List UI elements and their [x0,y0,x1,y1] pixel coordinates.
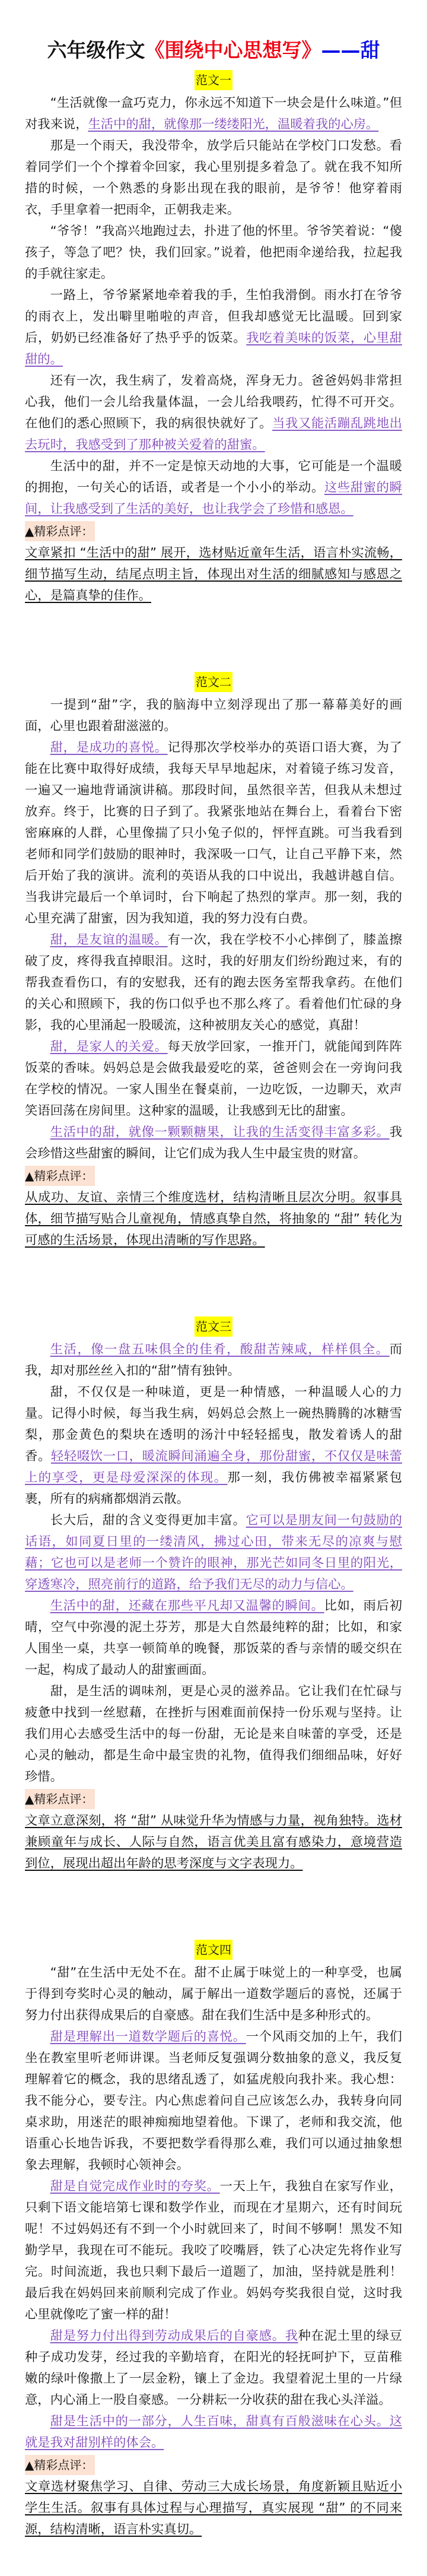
highlighted-sentence: 轻轻啜饮一口，暖流瞬间涌遍全身，那份甜蜜，不仅仅是味蕾上的享受，更是母爱深深的体现。 [25,1449,402,1485]
essay-section [25,70,402,607]
text-segment: 甜，是生活的调味剂，更是心灵的滋养品。它让我们在忙碌与疲惫中找到一丝慰藉，在挫折与困难面前保持一份乐观与坚持。让我们用心去感受生活中的每一份甜，无论是来自味蕾的享受，还是心灵的触动，都是生命中最宝贵的礼物，值得我们细细品味，好好珍惜。 [25,1684,402,1784]
text-segment: 还有一次，我生病了，发着高烧，浑身无力。爸爸妈妈非常担心我，他们一会儿给我量体温，一会儿给我喂药，忙得不可开交。在他们的悉心照顾下，我的病很快就好了。 [25,373,402,431]
text-segment: 种在泥土里的绿豆种子成功发芽，经过我的辛勤培育，在阳光的轻抚呵护下，豆苗稚嫩的绿叶像撒上了一层金粉，镶上了金边。我望着泥土里的一片绿意，内心涌上一股自豪感。一分耕耘一分收获的甜在我心头洋溢。 [25,2328,402,2407]
review-label: ▲精彩点评： [25,521,95,541]
text-segment: 长大后，甜的含义变得更加丰富。 [50,1513,246,1528]
essay-paragraph [25,694,402,737]
highlighted-sentence: 甜，是友谊的温暖。 [50,932,168,947]
essay-paragraph [25,370,402,456]
essay-label: 范文四 [195,1940,232,1960]
title-theme: 《围绕中心思想写》 [145,39,321,62]
highlighted-sentence: 生活，像一盘五味俱全的佳肴，酸甜苦辣咸，样样俱全。 [50,1342,390,1357]
text-segment: 甜，不仅仅是一种味道，更是一种情感，一种温暖人心的力量。记得小时候，每当我生病，妈妈总会熬上一碗热腾腾的冰糖雪梨，那金黄色的梨块在透明的汤汁中轻轻摇曳，散发着诱人的甜香。 [25,1385,402,1464]
review-text: 文章立意深刻，将 “甜” 从味觉升华为情感与力量，视角独特。选材兼顾童年与成长、人际与自然，语言优美且富有感染力，意境营造到位，展现出超出年龄的思考深度与文字表现力。 [25,1813,402,1871]
text-segment: 记得那次学校举办的英语口语大赛，为了能在比赛中取得好成绩，我每天早早地起床，对着镜子练习发音，一遍又一遍地背诵演讲稿。那段时间，虽然很辛苦，但我从未想过放弃。终于，比赛的日子到了。我紧张地站在舞台上，看着台下密密麻麻的人群，心里像揣了只小兔子似的，怦怦直跳。可当我看到老师和同学们鼓励的眼神时，我深吸一口气，让自己平静下来，然后开始了我的演讲。流利的英语从我的口中说出，我越讲越自信。当我讲完最后一个单词时，台下响起了热烈的掌声。那一刻，我的心里充满了甜蜜，因为我知道，我的努力没有白费。 [25,740,402,926]
highlighted-sentence: 甜，是家人的关爱。 [50,1039,168,1054]
essay-paragraph [25,737,402,929]
essay-section [25,672,402,1251]
page-title [25,36,402,65]
highlighted-sentence: 甜是生活中的一部分，人生百味，甜真有百般滋味在心头。这就是我对甜别样的体会。 [25,2414,402,2450]
essay-paragraph [25,929,402,1036]
essay-paragraph [25,1122,402,1165]
highlighted-sentence: 甜，是成功的喜悦。 [50,740,168,755]
essay-paragraph [25,2176,402,2326]
review-label: ▲精彩点评： [25,1166,95,1186]
essay-label-row [25,1316,402,1337]
highlighted-sentence: 生活中的甜，就像那一缕缕阳光，温暖着我的心房。 [88,117,379,132]
essay-paragraph [25,456,402,520]
review-text: 从成功、友谊、亲情三个维度选材，结构清晰且层次分明。叙事具体，细节描写贴合儿童视角，情感真挚自然，将抽象的 “甜” 转化为可感的生活场景，体现出清晰的写作思路。 [25,1190,402,1248]
essay-label: 范文三 [195,1316,232,1337]
text-segment: 有一次，我在学校不小心摔倒了，膝盖擦破了皮，疼得我直掉眼泪。这时，我的好朋友们纷纷跑过来，有的帮我查看伤口，有的安慰我，还有的跑去医务室帮我拿药。在他们的关心和照顾下，我的伤口似乎也不那么疼了。看着他们忙碌的身影，我的心里涌起一股暖流，这种被朋友关心的感觉，真甜！ [25,932,402,1033]
text-segment: 一天上午，我独自在家写作业，只剩下语文能培第七课和数学作业，而现在才星期六，还有时间玩呢！不过妈妈还有不到一个小时就回来了，时间不够啊！黑发不知勤学早，我现在可不能玩。我咬了咬嘴唇，铁了心决定先将作业写完。时间流逝，我也只剩下最后一道题了，加油，坚持就是胜利！最后我在妈妈回来前顺利完成了作业。妈妈夸奖我很自觉，这时我心里就像吃了蜜一样的甜！ [25,2179,402,2322]
essay-label-row [25,672,402,692]
highlighted-sentence: 我吃着美味的饭菜，心里甜甜的。 [25,331,402,367]
essay-section [25,1940,402,2540]
essay-list [25,70,402,2540]
essay-label: 范文二 [195,672,232,692]
essay-paragraph [25,1595,402,1681]
essay-label-row [25,70,402,90]
document-page [25,0,402,2576]
text-segment: 而我，却对那丝丝入扣的“甜”情有独钟。 [25,1342,402,1378]
highlighted-sentence: 生活中的甜，还藏在那些平凡却又温馨的瞬间。 [50,1598,324,1613]
essay-paragraph [25,1339,402,1382]
text-segment: 一个风雨交加的上午，我们坐在教室里听老师讲课。当老师反复强调分数抽象的意义，我反复理解着它的概念，我的思绪乱透了，如猛虎般向我扑来。我心想：我不能分心，要专注。内心焦虑着问自己应该怎么办，我转身向同桌求助，用迷茫的眼神痴痴地望着他。下课了，老师和我交流，他语重心长地告诉我，不要把数学看得那么难，我们可以通过抽象想象去理解，我顿时心领神会。 [25,2029,402,2172]
essay-paragraph [25,2411,402,2454]
review-label: ▲精彩点评： [25,1789,95,1809]
review-label: ▲精彩点评： [25,2455,95,2475]
highlighted-sentence: 甜是自觉完成作业时的夸奖。 [50,2179,220,2194]
highlighted-sentence: 甜是努力付出得到劳动成果后的自豪感。我 [50,2328,298,2343]
essay-paragraph [25,93,402,135]
text-segment: 我会珍惜这些甜蜜的瞬间，让它们成为我人生中最宝贵的财富。 [25,1125,402,1161]
essay-paragraph [25,2326,402,2411]
text-segment: “甜”在生活中无处不在。甜不止属于味觉上的一种享受，也属于得到夸奖时心灵的触动，属于解出一道数学题后的喜悦，还属于努力付出获得成果后的自豪感。甜在我们生活中是多种形式的。 [25,1965,402,2023]
text-segment: 比如，雨后初晴，空气中弥漫的泥土芬芳，那是大自然最纯粹的甜；比如，和家人围坐一桌，共享一顿简单的晚餐，那饭菜的香与亲情的暖交织在一起，构成了最动人的甜蜜画面。 [25,1598,402,1677]
title-topic: ——甜 [321,39,380,62]
text-segment: 那是一个雨天，我没带伞，放学后只能站在学校门口发愁。看着同学们一个个撑着伞回家，我心里别提多着急了。就在我不知所措的时候，一个熟悉的身影出现在我的眼前，是爷爷！他穿着雨衣，手里拿着一把雨伞，正朝我走来。 [25,138,402,217]
review-text: 文章选材聚焦学习、自律、劳动三大成长场景，角度新颖且贴近小学生生活。叙事有具体过程与心理描写，真实展现 “甜” 的不同来源，结构清晰，语言朴实真切。 [25,2479,402,2537]
text-segment: 一路上，爷爷紧紧地牵着我的手，生怕我滑倒。雨水打在爷爷的雨衣上，发出噼里啪啦的声音，但我却感觉无比温暖。回到家后，奶奶已经准备好了热乎乎的饭菜。 [25,288,402,345]
essay-paragraph [25,1681,402,1788]
text-segment: 每天放学回家，一推开门，就能闻到阵阵饭菜的香味。妈妈总是会做我最爱吃的菜，爸爸则会在一旁询问我在学校的情况。一家人围坐在餐桌前，一边吃饭，一边聊天，欢声笑语回荡在房间里。这种家的温暖，让我感到无比的甜蜜。 [25,1039,402,1118]
text-segment: 生活中的甜，并不一定是惊天动地的大事，它可能是一个温暖的拥抱，一句关心的话语，或者是一个小小的举动。 [25,459,402,495]
highlighted-sentence: 它可以是朋友间一句鼓励的话语，如同夏日里的一缕清风，拂过心田，带来无尽的凉爽与慰藉；它也可以是老师一个赞许的眼神，那光芒如同冬日里的阳光，穿透寒冷，照亮前行的道路，给予我们无尽的动力与信心。 [25,1513,402,1592]
essay-paragraph [25,221,402,285]
text-segment: 那一刻，我仿佛被幸福紧紧包裹，所有的病痛都烟消云散。 [25,1470,402,1506]
highlighted-sentence: 甜是理解出一道数学题后的喜悦。 [50,2029,246,2044]
essay-section [25,1316,402,1874]
essay-paragraph [25,1510,402,1595]
highlighted-sentence: 这些甜蜜的瞬间，让我感受到了生活的美好，也让我学会了珍惜和感恩。 [25,480,402,516]
essay-paragraph [25,285,402,370]
highlighted-sentence: 当我又能活蹦乱跳地出去玩时，我感受到了那种被关爱着的甜蜜。 [25,416,402,452]
essay-label: 范文一 [195,70,232,90]
essay-paragraph [25,1036,402,1122]
essay-paragraph [25,1382,402,1510]
text-segment: 一提到“甜”字，我的脑海中立刻浮现出了那一幕幕美好的画面，心里也跟着甜滋滋的。 [25,697,402,734]
text-segment: “生活就像一盒巧克力，你永远不知道下一块会是什么味道。”但对我来说， [25,96,402,132]
essay-paragraph [25,2026,402,2176]
essay-paragraph [25,1962,402,2026]
title-grade: 六年级作文 [47,39,145,62]
essay-paragraph [25,135,402,221]
highlighted-sentence: 生活中的甜，就像一颗颗糖果，让我的生活变得丰富多彩。 [50,1125,390,1140]
text-segment: “爷爷！”我高兴地跑过去，扑进了他的怀里。爷爷笑着说：“傻孩子，等急了吧？快，我们回家。”说着，他把雨伞递给我，拉起我的手就往家走。 [25,224,402,281]
essay-label-row [25,1940,402,1960]
review-text: 文章紧扣 “生活中的甜” 展开，选材贴近童年生活，语言朴实流畅，细节描写生动，结尾点明主旨，体现出对生活的细腻感知与感恩之心，是篇真挚的佳作。 [25,545,402,603]
